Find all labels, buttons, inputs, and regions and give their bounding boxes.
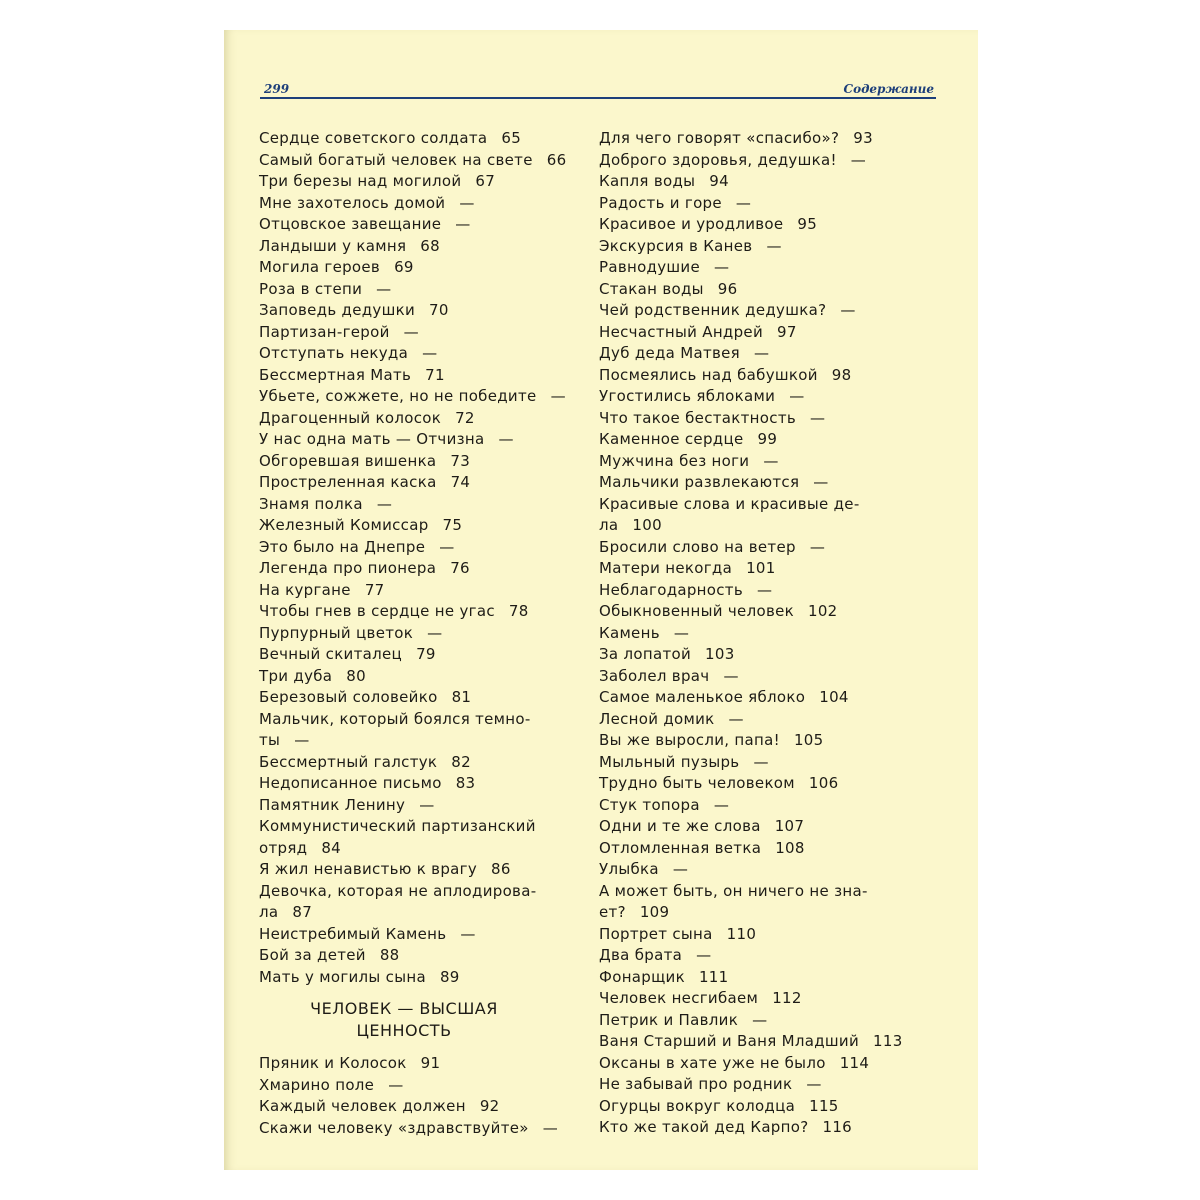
- toc-entry-page: —: [728, 709, 744, 728]
- toc-entry-title: Несчастный Андрей: [599, 322, 763, 341]
- toc-entry-title: Три березы над могилой: [259, 172, 462, 190]
- toc-entry-page: 83: [455, 774, 476, 792]
- toc-entry: [259, 128, 549, 150]
- toc-entry: [599, 257, 889, 279]
- toc-entry: [259, 623, 549, 645]
- toc-entry-page: 106: [808, 774, 839, 792]
- toc-entry-page: —: [550, 387, 566, 405]
- toc-entry-title: Скажи человеку «здравствуйте»: [259, 1118, 529, 1137]
- toc-entry: [259, 1053, 549, 1075]
- toc-entry-page: 92: [479, 1097, 500, 1115]
- toc-entry-page: 69: [394, 258, 414, 276]
- toc-entry: [599, 752, 889, 774]
- toc-entry: [259, 257, 549, 279]
- toc-entry: [259, 408, 549, 430]
- toc-entry-title: Для чего говорят «спасибо»?: [599, 129, 840, 147]
- toc-entry-page: —: [403, 322, 419, 341]
- toc-entry-page: —: [813, 473, 829, 491]
- toc-entry: [599, 945, 889, 967]
- toc-entry-title: Мальчик, который боялся темно-: [259, 709, 531, 728]
- toc-entry-title: Одни и те же слова: [599, 817, 761, 835]
- toc-entry-page: —: [752, 1010, 768, 1029]
- toc-entry-page: —: [754, 344, 770, 362]
- toc-entry-title: Капля воды: [599, 172, 696, 190]
- toc-entry: [599, 537, 889, 559]
- toc-entry-title: Мужчина без ноги: [599, 451, 750, 470]
- toc-entry-title: Я жил ненавистью к врагу: [259, 860, 477, 878]
- toc-entry-page: —: [388, 1075, 404, 1094]
- toc-entry-title: Пряник и Колосок: [259, 1054, 407, 1072]
- toc-entry-title: Ландыши у камня: [259, 236, 407, 255]
- toc-entry: [259, 902, 549, 924]
- toc-entry-title: Трудно быть человеком: [599, 774, 795, 792]
- toc-entry-title: Что такое бестактность: [599, 408, 796, 427]
- page-number: 299: [264, 82, 290, 96]
- toc-entry-title: Чтобы гнев в сердце не угас: [259, 602, 495, 620]
- toc-entry-page: —: [498, 430, 514, 448]
- toc-entry-title: Пурпурный цветок: [259, 623, 414, 642]
- toc-entry: [599, 193, 889, 215]
- toc-entry: [259, 494, 549, 516]
- toc-entry-page: —: [766, 236, 782, 255]
- toc-entry-page: —: [850, 150, 867, 169]
- toc-entry: [599, 279, 889, 301]
- toc-entry-page: 75: [442, 516, 463, 534]
- toc-entry-page: 71: [425, 365, 445, 384]
- toc-entry: [599, 623, 889, 645]
- toc-entry: [599, 1117, 889, 1139]
- toc-entry-page: 105: [793, 731, 824, 749]
- toc-entry-title: Оксаны в хате уже не было: [599, 1053, 826, 1072]
- toc-entry-title: Мне захотелось домой: [259, 193, 446, 212]
- toc-entry-page: 89: [439, 967, 460, 986]
- toc-entry-title: Стакан воды: [599, 279, 704, 298]
- toc-entry-title: Красивое и уродливое: [599, 215, 784, 233]
- toc-entry: [259, 773, 549, 795]
- toc-entry: [599, 644, 889, 666]
- toc-entry-page: 107: [774, 817, 805, 835]
- toc-entry: [259, 730, 549, 752]
- toc-entry-page: —: [459, 193, 475, 212]
- toc-entry-title: Мать у могилы сына: [259, 967, 426, 986]
- toc-entry-page: 101: [746, 559, 776, 577]
- toc-entry-title: За лопатой: [599, 645, 692, 663]
- toc-entry-page: —: [723, 666, 739, 685]
- toc-entry-title: Бой за детей: [259, 946, 366, 964]
- toc-entry-page: —: [439, 537, 455, 556]
- toc-entry: [599, 150, 889, 172]
- toc-entry-page: 98: [831, 365, 852, 384]
- toc-entry: [259, 709, 549, 731]
- toc-entry: [599, 451, 889, 473]
- toc-entry-title: Фонарщик: [599, 967, 685, 986]
- toc-entry: [599, 902, 889, 924]
- toc-entry-title: Три дуба: [259, 666, 333, 685]
- toc-entry-title: Памятник Ленину: [259, 795, 406, 814]
- toc-entry-page: —: [713, 795, 730, 814]
- toc-entry-title: Доброго здоровья, дедушка!: [599, 150, 837, 169]
- toc-entry: [599, 386, 889, 408]
- toc-entry: [259, 601, 549, 623]
- toc-entry: [599, 365, 889, 387]
- toc-entry-title: Камень: [599, 623, 660, 642]
- toc-entry: [599, 558, 889, 580]
- toc-entry: [259, 343, 549, 365]
- toc-entry: [599, 128, 889, 150]
- toc-entry: [599, 429, 889, 451]
- toc-entry-page: 102: [807, 602, 838, 620]
- toc-entry: [599, 1074, 889, 1096]
- toc-entry-page: —: [809, 537, 826, 556]
- toc-entry: [259, 558, 549, 580]
- running-head: Содержание: [843, 82, 934, 96]
- toc-entry-title: Кто же такой дед Карпо?: [599, 1118, 809, 1136]
- toc-entry-title: Могила героев: [259, 258, 381, 276]
- toc-entry: [599, 472, 889, 494]
- toc-entry: [599, 322, 889, 344]
- toc-entry: [599, 300, 889, 322]
- toc-entry: [599, 214, 889, 236]
- toc-entry: [259, 859, 549, 881]
- toc-entry: [599, 171, 889, 193]
- toc-entry: [599, 494, 889, 516]
- toc-entry-page: 72: [455, 408, 475, 427]
- toc-entry: [259, 171, 549, 193]
- toc-entry: [599, 773, 889, 795]
- toc-entry: [259, 752, 549, 774]
- toc-entry: [259, 300, 549, 322]
- toc-entry-title: Портрет сына: [599, 924, 713, 943]
- toc-entry-title: отряд: [259, 838, 308, 857]
- toc-entry: [259, 924, 549, 946]
- toc-entry-title: Ваня Старший и Ваня Младший: [599, 1032, 860, 1050]
- toc-entry-title: ла: [259, 903, 279, 921]
- toc-entry-page: —: [806, 1075, 822, 1093]
- toc-entry-title: Угостились яблоками: [599, 387, 776, 405]
- toc-entry: [599, 515, 889, 537]
- toc-entry-page: 116: [822, 1118, 853, 1136]
- toc-entry-title: Отступать некуда: [259, 344, 409, 362]
- toc-entry-page: —: [542, 1118, 559, 1137]
- toc-list-left-part1: [259, 128, 567, 988]
- toc-entry-title: Партизан-герой: [259, 322, 390, 341]
- toc-entry-title: ет?: [599, 903, 626, 921]
- header-rule: [260, 97, 936, 99]
- toc-entry-title: Железный Комиссар: [259, 516, 429, 534]
- toc-entry-title: Бросили слово на ветер: [599, 537, 796, 556]
- toc-entry-page: 65: [501, 129, 522, 147]
- toc-entry-page: —: [376, 494, 393, 513]
- toc-entry-page: 91: [420, 1054, 441, 1072]
- toc-entry: [599, 666, 889, 688]
- toc-entry-page: 77: [364, 580, 385, 599]
- section-heading-line2: ЦЕННОСТЬ: [356, 1021, 452, 1040]
- toc-entry-page: —: [427, 623, 443, 642]
- toc-entry-title: Дуб деда Матвея: [599, 344, 741, 362]
- toc-entry-page: —: [673, 623, 690, 642]
- toc-entry-title: Сердце советского солдата: [259, 129, 488, 147]
- toc-entry-title: Роза в степи: [259, 279, 363, 298]
- toc-entry-title: ты: [259, 731, 281, 749]
- toc-entry: [259, 881, 549, 903]
- toc-entry-page: 68: [420, 236, 440, 255]
- toc-entry: [599, 838, 889, 860]
- toc-entry-title: Улыбка: [599, 860, 659, 878]
- toc-entry: [599, 580, 889, 602]
- toc-entry: [259, 429, 549, 451]
- toc-entry: [259, 687, 549, 709]
- toc-entry-page: —: [763, 451, 779, 470]
- toc-entry-title: Мыльный пузырь: [599, 752, 740, 771]
- toc-entry-page: 104: [819, 688, 849, 706]
- toc-entry-page: 108: [775, 838, 805, 857]
- toc-entry-title: Заповедь дедушки: [259, 301, 416, 319]
- toc-entry: [259, 537, 549, 559]
- toc-entry: [599, 1010, 889, 1032]
- toc-entry: [259, 967, 549, 989]
- toc-entry-page: 81: [451, 688, 472, 706]
- toc-entry-page: 110: [726, 924, 757, 943]
- toc-entry-title: У нас одна мать — Отчизна: [259, 430, 485, 448]
- toc-entry: [599, 1096, 889, 1118]
- toc-entry-title: Самый богатый человек на свете: [259, 150, 533, 169]
- toc-entry-title: Коммунистический партизанский: [259, 817, 536, 835]
- toc-entry: [599, 709, 889, 731]
- toc-entry: [599, 1053, 889, 1075]
- toc-entry-title: Экскурсия в Канев: [599, 236, 753, 255]
- toc-entry: [599, 988, 889, 1010]
- toc-entry: [259, 279, 549, 301]
- toc-entry-title: Неистребимый Камень: [259, 924, 447, 943]
- toc-entry-page: —: [672, 860, 689, 878]
- book-page: [224, 30, 978, 1170]
- toc-entry-page: —: [376, 279, 392, 298]
- toc-entry-page: 84: [321, 838, 342, 857]
- toc-entry-page: 97: [777, 322, 797, 341]
- toc-entry-title: Обгоревшая вишенка: [259, 451, 437, 470]
- toc-entry-title: Два брата: [599, 946, 683, 964]
- toc-entry-title: Отцовское завещание: [259, 215, 442, 233]
- toc-entry: [599, 236, 889, 258]
- toc-entry-title: Посмеялись над бабушкой: [599, 365, 818, 384]
- toc-entry-title: Вечный скиталец: [259, 645, 403, 663]
- toc-entry-page: —: [789, 387, 805, 405]
- toc-entry-title: Мальчики развлекаются: [599, 473, 800, 491]
- toc-entry-title: Вы же выросли, папа!: [599, 731, 780, 749]
- toc-entry: [599, 881, 889, 903]
- toc-entry-page: 70: [429, 301, 449, 319]
- toc-entry-title: Простреленная каска: [259, 473, 437, 491]
- toc-entry-page: 115: [809, 1096, 839, 1115]
- toc-entry-title: Хмарино поле: [259, 1075, 375, 1094]
- toc-entry-page: 96: [717, 279, 738, 298]
- toc-entry-title: Лесной домик: [599, 709, 715, 728]
- section-heading-line1: ЧЕЛОВЕК — ВЫСШАЯ: [310, 999, 498, 1018]
- toc-entry-title: Убьете, сожжете, но не победите: [259, 387, 537, 405]
- toc-entry-page: —: [757, 580, 773, 599]
- toc-entry: [259, 1096, 549, 1118]
- toc-entry-title: Самое маленькое яблоко: [599, 688, 806, 706]
- toc-entry: [599, 795, 889, 817]
- toc-entry-title: Легенда про пионера: [259, 559, 437, 577]
- toc-entry-page: —: [714, 258, 730, 276]
- toc-entry: [259, 472, 549, 494]
- toc-entry-page: 93: [853, 129, 873, 147]
- toc-entry-title: Бессмертная Мать: [259, 365, 412, 384]
- toc-entry-title: Равнодушие: [599, 258, 701, 276]
- toc-entry-page: —: [810, 408, 826, 427]
- toc-entry: [599, 343, 889, 365]
- toc-entry: [599, 859, 889, 881]
- toc-entry: [259, 816, 549, 838]
- toc-entry-page: 94: [709, 172, 729, 190]
- toc-entry: [259, 322, 549, 344]
- toc-entry-page: —: [753, 752, 769, 771]
- toc-entry-page: 88: [379, 946, 400, 964]
- toc-entry-title: Отломленная ветка: [599, 838, 762, 857]
- toc-entry-page: 66: [546, 150, 567, 169]
- toc-entry: [599, 601, 889, 623]
- toc-entry-page: 78: [508, 602, 529, 620]
- toc-entry-page: 111: [698, 967, 729, 986]
- toc-entry: [259, 193, 549, 215]
- toc-entry-title: Знамя полка: [259, 494, 363, 513]
- toc-entry-title: А может быть, он ничего не зна-: [599, 881, 868, 900]
- toc-entry-title: Неблагодарность: [599, 580, 743, 599]
- toc-entry: [259, 945, 549, 967]
- toc-entry: [599, 408, 889, 430]
- toc-entry-page: 76: [450, 559, 470, 577]
- toc-entry-page: 73: [450, 451, 471, 470]
- toc-entry-page: —: [294, 731, 310, 749]
- toc-entry: [259, 515, 549, 537]
- toc-list-right: [599, 128, 903, 1139]
- toc-entry-page: 112: [772, 989, 802, 1007]
- toc-entry-title: Березовый соловейко: [259, 688, 438, 706]
- section-heading: [259, 998, 549, 1042]
- toc-entry: [259, 1075, 549, 1097]
- toc-entry: [259, 150, 567, 172]
- toc-entry: [259, 795, 549, 817]
- toc-entry: [599, 967, 889, 989]
- toc-entry-page: 87: [292, 903, 313, 921]
- toc-entry-title: Каждый человек должен: [259, 1097, 466, 1115]
- toc-entry-title: Матери некогда: [599, 559, 733, 577]
- toc-entry-title: Заболел врач: [599, 666, 710, 685]
- toc-entry-page: 80: [346, 666, 366, 685]
- toc-entry: [259, 666, 549, 688]
- toc-entry-title: ла: [599, 516, 619, 534]
- toc-entry-page: 103: [705, 645, 735, 663]
- toc-entry: [259, 386, 566, 408]
- toc-entry-page: —: [419, 795, 435, 814]
- toc-entry: [599, 816, 889, 838]
- toc-entry-page: 99: [757, 430, 778, 448]
- toc-entry-title: Красивые слова и красивые де-: [599, 494, 860, 513]
- toc-entry-page: —: [460, 924, 476, 943]
- toc-entry-page: 100: [632, 516, 662, 534]
- toc-entry-page: —: [455, 215, 471, 233]
- toc-entry: [259, 214, 549, 236]
- toc-entry-page: 79: [416, 645, 436, 663]
- toc-entry-title: Бессмертный галстук: [259, 752, 438, 771]
- toc-entry-title: Драгоценный колосок: [259, 408, 442, 427]
- toc-entry: [259, 838, 549, 860]
- toc-entry-page: 74: [450, 473, 471, 491]
- toc-entry: [599, 687, 889, 709]
- toc-entry-title: Не забывай про родник: [599, 1075, 793, 1093]
- toc-entry-title: Человек несгибаем: [599, 989, 759, 1007]
- toc-entry: [599, 730, 889, 752]
- toc-entry-page: 95: [797, 215, 818, 233]
- toc-entry-page: 86: [491, 860, 511, 878]
- toc-entry-page: —: [696, 946, 712, 964]
- toc-entry-title: Петрик и Павлик: [599, 1010, 739, 1029]
- toc-entry-title: Недописанное письмо: [259, 774, 442, 792]
- toc-entry-title: Обыкновенный человек: [599, 602, 794, 620]
- toc-entry-title: Стук топора: [599, 795, 700, 814]
- toc-entry: [259, 451, 549, 473]
- toc-entry-page: 114: [839, 1053, 870, 1072]
- toc-entry-page: —: [840, 301, 856, 319]
- toc-entry: [259, 1118, 559, 1140]
- toc-entry: [599, 924, 889, 946]
- toc-entry-title: Чей родственник дедушка?: [599, 301, 827, 319]
- toc-entry: [259, 580, 549, 602]
- toc-entry-title: Это было на Днепре: [259, 537, 426, 556]
- toc-entry-title: Девочка, которая не аплодирова-: [259, 881, 537, 900]
- toc-entry: [599, 1031, 903, 1053]
- toc-entry: [259, 236, 549, 258]
- toc-entry: [259, 365, 549, 387]
- toc-entry-title: Каменное сердце: [599, 430, 744, 448]
- toc-column-left: [259, 128, 567, 1139]
- toc-entry-page: 109: [639, 903, 670, 921]
- toc-entry-page: —: [422, 344, 438, 362]
- toc-entry: [259, 644, 549, 666]
- toc-entry-title: Огурцы вокруг колодца: [599, 1096, 796, 1115]
- toc-entry-page: 82: [451, 752, 471, 771]
- toc-entry-page: 67: [475, 172, 496, 190]
- toc-entry-page: 113: [873, 1032, 903, 1050]
- toc-entry-title: На кургане: [259, 580, 351, 599]
- toc-list-left-part2: [259, 1053, 559, 1139]
- toc-entry-page: —: [735, 193, 752, 212]
- toc-column-right: [599, 128, 903, 1139]
- toc-entry-title: Радость и горе: [599, 193, 722, 212]
